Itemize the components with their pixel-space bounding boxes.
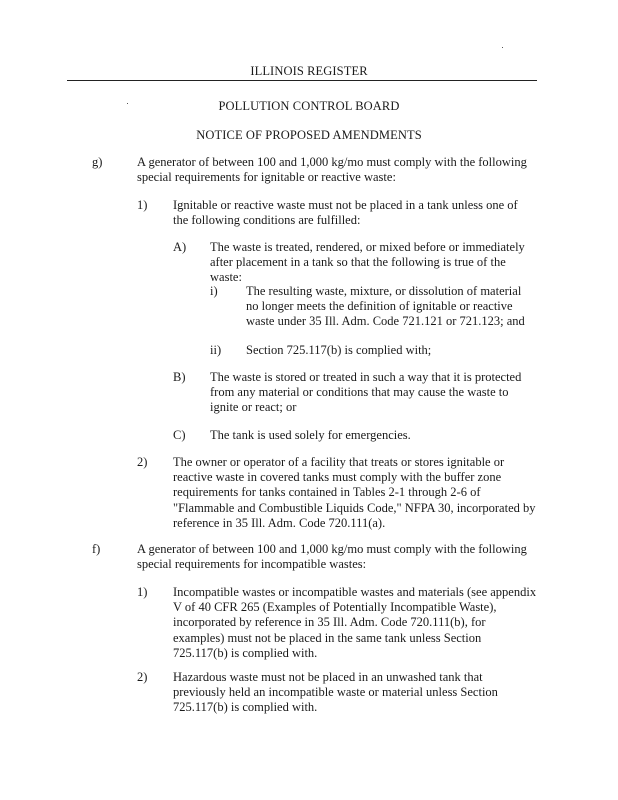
item-label: 2) bbox=[137, 670, 148, 684]
subitem-label: B) bbox=[173, 370, 186, 384]
item-label: 1) bbox=[137, 198, 148, 212]
subitem-text: The tank is used solely for emergencies. bbox=[210, 428, 411, 442]
item-label: 1) bbox=[137, 585, 148, 599]
item-text: Incompatible wastes or incompatible wastes and materials (see appendix V of 40 CFR 265 (Examples of Potentially Incompatible Waste), incorporated by reference in 35 Ill. Adm. Code 720.111(b), for examples) must not be placed in the same tank unless Section 725.117(b) is complied with. bbox=[173, 585, 537, 660]
notice-title: NOTICE OF PROPOSED AMENDMENTS bbox=[196, 128, 422, 142]
board-title: POLLUTION CONTROL BOARD bbox=[218, 99, 400, 113]
item-label: 2) bbox=[137, 455, 148, 469]
subitem-text: The waste is stored or treated in such a way that it is protected from any material or conditions that may cause the waste to ignite or react; or bbox=[210, 370, 522, 415]
section-label: f) bbox=[92, 542, 101, 556]
subitem-label: C) bbox=[173, 428, 186, 442]
section-label: g) bbox=[92, 155, 103, 169]
section-text: A generator of between 100 and 1,000 kg/mo must comply with the following special requirements for ignitable or reactive waste: bbox=[137, 155, 527, 185]
item-text: The owner or operator of a facility that treats or stores ignitable or reactive waste in covered tanks must comply with the buffer zone requirements for tanks contained in Tables 2-1 through 2-6 of "Flammable and Combustible Liquids Code," NFPA 30, incorporated by reference in 35 Ill. Adm. Code 720.111(a). bbox=[173, 455, 536, 530]
register-title: ILLINOIS REGISTER bbox=[250, 64, 368, 78]
subitem-text: The waste is treated, rendered, or mixed before or immediately after placement in a tank so that the following is true of the waste: bbox=[210, 240, 525, 285]
header-rule bbox=[67, 80, 537, 81]
scan-speck bbox=[502, 47, 503, 48]
item-text: Hazardous waste must not be placed in an unwashed tank that previously held an incompatible waste or material unless Section 725.117(b) is complied with. bbox=[173, 670, 498, 715]
subsubitem-label: i) bbox=[210, 284, 218, 298]
subsubitem-text: Section 725.117(b) is complied with; bbox=[246, 343, 432, 357]
subsubitem-label: ii) bbox=[210, 343, 222, 357]
section-text: A generator of between 100 and 1,000 kg/mo must comply with the following special requirements for incompatible wastes: bbox=[137, 542, 527, 572]
item-text: Ignitable or reactive waste must not be placed in a tank unless one of the following conditions are fulfilled: bbox=[173, 198, 518, 228]
subsubitem-text: The resulting waste, mixture, or dissolution of material no longer meets the definition of ignitable or reactive waste under 35 Ill. Adm. Code 721.121 or 721.123; and bbox=[246, 284, 525, 329]
subitem-label: A) bbox=[173, 240, 187, 254]
